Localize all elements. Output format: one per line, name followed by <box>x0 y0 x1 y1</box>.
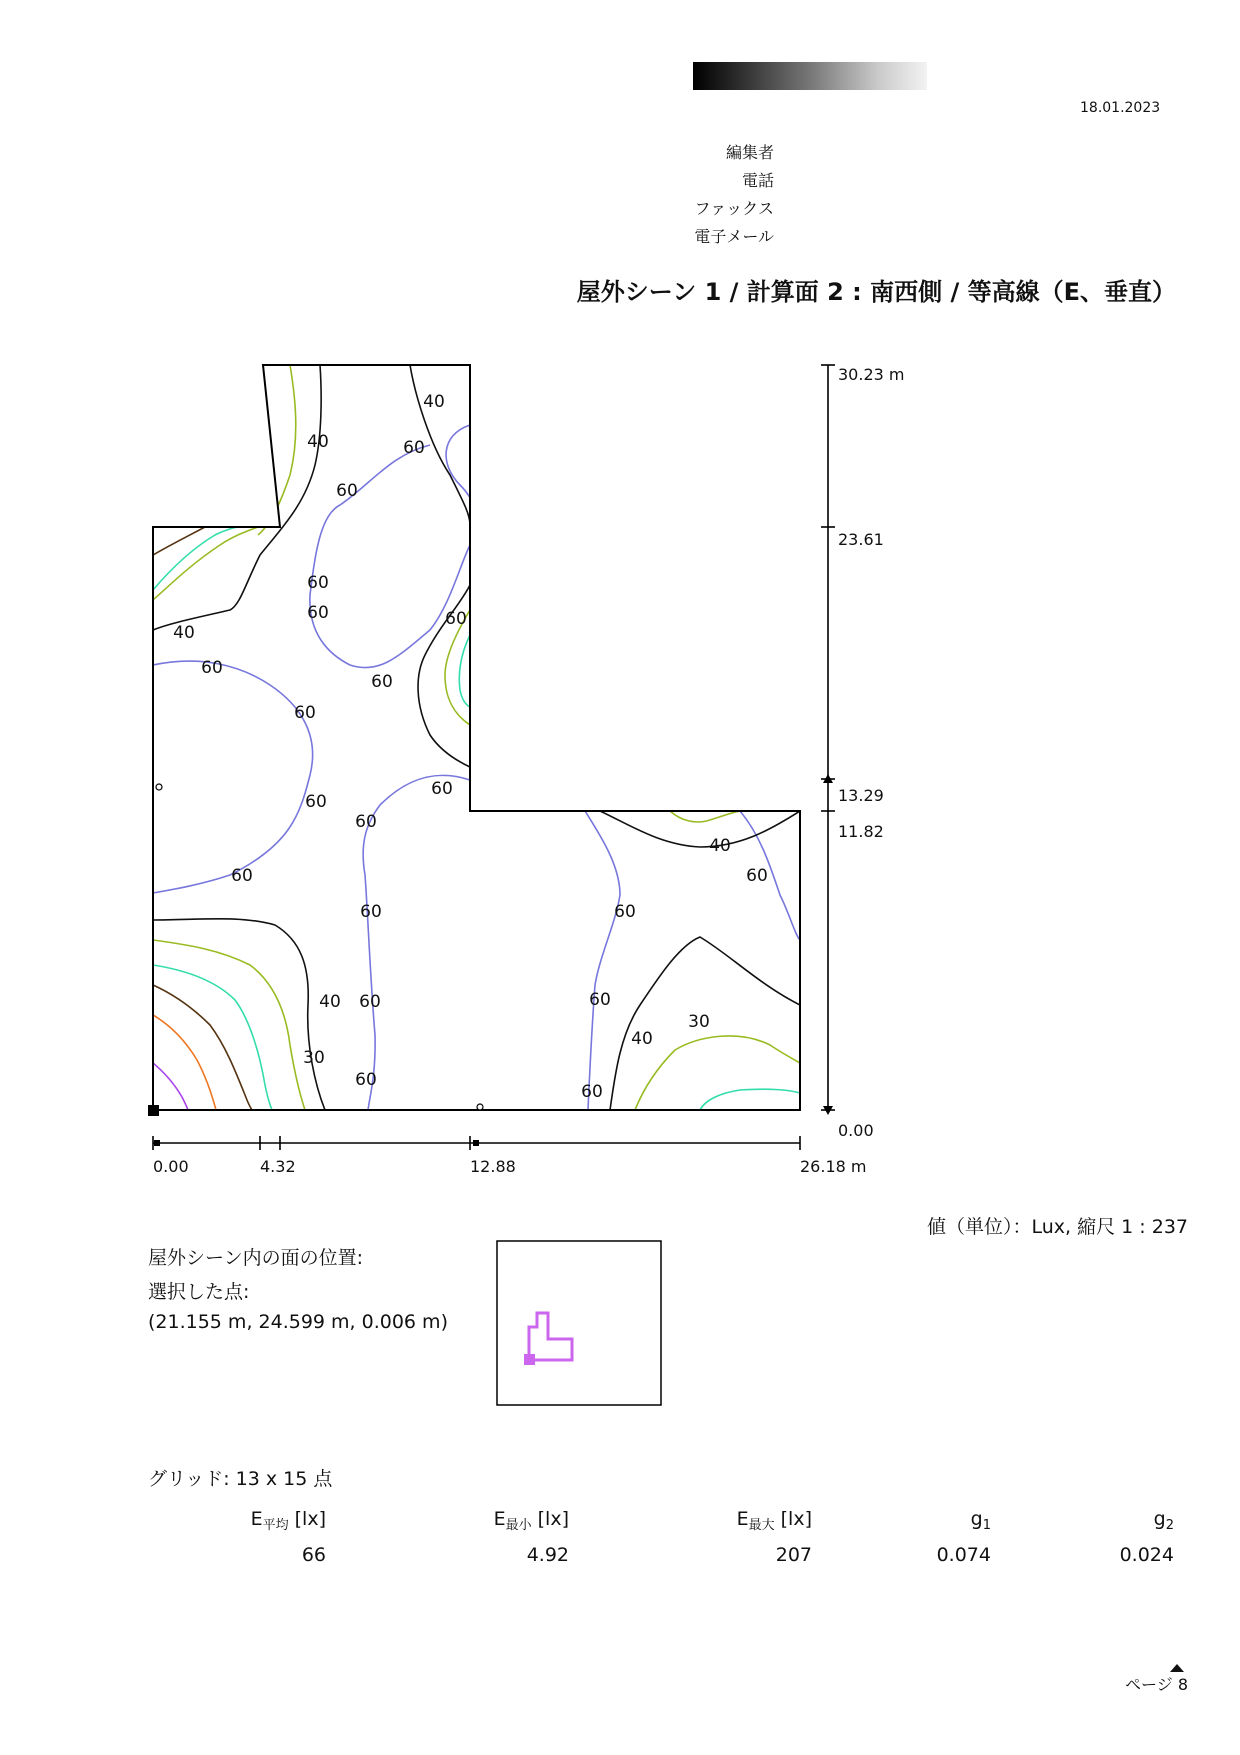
report-date: 18.01.2023 <box>1080 100 1161 116</box>
contour-60-e <box>585 811 620 1110</box>
page-up-icon <box>1170 1664 1184 1672</box>
contour-label: 60 <box>360 902 382 922</box>
contour-5-a <box>153 1015 216 1110</box>
selected-point-coords: (21.155 m, 24.599 m, 0.006 m) <box>148 1311 448 1333</box>
fax-label: ファックス <box>694 199 774 218</box>
surface-origin-marker <box>524 1354 535 1365</box>
contour-label: 60 <box>307 573 329 593</box>
contour-label: 60 <box>746 866 768 886</box>
contour-20-d <box>153 527 240 590</box>
contour-20-b <box>153 965 272 1110</box>
contour-label: 60 <box>614 902 636 922</box>
contour-label: 60 <box>589 990 611 1010</box>
contour-20-c <box>700 1089 800 1110</box>
stat-header-g1: $g_1$ <box>970 1508 991 1533</box>
contours-5 <box>153 1015 216 1110</box>
contour-label: 40 <box>173 623 195 643</box>
x-axis-label: 0.00 <box>153 1157 189 1176</box>
contour-60-a <box>310 445 470 668</box>
y-axis-label: 23.61 <box>838 530 884 549</box>
contour-label: 30 <box>303 1048 325 1068</box>
contour-label: 60 <box>445 609 467 629</box>
contour-label: 60 <box>371 672 393 692</box>
grid-info: グリッド: 13 x 15 点 <box>148 1468 333 1490</box>
y-axis-label: 13.29 <box>838 786 884 805</box>
contour-3-a <box>153 1063 188 1110</box>
contour-30-d <box>635 1036 800 1110</box>
calculation-surface-outline <box>153 365 800 1110</box>
axis-arrow <box>154 1140 160 1146</box>
isoline-plan <box>140 355 940 1185</box>
contour-label: 60 <box>431 779 453 799</box>
contour-label: 30 <box>688 1012 710 1032</box>
phone-label: 電話 <box>741 171 774 190</box>
editor-label: 編集者 <box>725 143 774 162</box>
contour-label: 60 <box>403 438 425 458</box>
contour-label: 60 <box>294 703 316 723</box>
contour-label: 60 <box>231 866 253 886</box>
y-axis-labels <box>838 365 904 1140</box>
contour-label: 60 <box>355 812 377 832</box>
contour-label: 60 <box>336 481 358 501</box>
stat-header-emin: $E_{最小}$ [lx] <box>493 1508 569 1533</box>
contour-20-a <box>459 635 470 707</box>
contour-10-b <box>153 527 205 555</box>
contour-30-c <box>153 940 305 1110</box>
y-axis <box>821 365 835 1110</box>
point-marker <box>156 784 162 790</box>
x-axis-labels <box>153 1157 866 1176</box>
contour-label: 40 <box>423 392 445 412</box>
email-label: 電子メール <box>694 227 774 246</box>
header-gradient-bar <box>693 62 927 90</box>
contours-40 <box>153 365 800 1110</box>
contour-40-a <box>153 365 321 630</box>
contour-label: 60 <box>305 792 327 812</box>
stat-value-emin: 4.92 <box>526 1544 569 1566</box>
y-axis-label: 30.23 m <box>838 365 905 384</box>
stat-header-g2: $g_2$ <box>1153 1508 1174 1533</box>
contours-10 <box>153 527 252 1110</box>
contour-label: 40 <box>631 1029 653 1049</box>
contour-label: 60 <box>355 1070 377 1090</box>
axis-arrow <box>473 1140 479 1146</box>
x-axis-label: 4.32 <box>260 1157 296 1176</box>
contour-30-f <box>153 527 258 600</box>
contour-label: 60 <box>201 658 223 678</box>
stat-header-emax: $E_{最大}$ [lx] <box>736 1508 812 1533</box>
x-axis-label: 26.18 m <box>800 1157 867 1176</box>
x-axis-label: 12.88 <box>470 1157 516 1176</box>
location-thumbnail <box>496 1240 662 1406</box>
location-label: 屋外シーン内の面の位置: <box>148 1247 364 1269</box>
contours-3 <box>153 1063 188 1110</box>
contour-label: 60 <box>581 1082 603 1102</box>
contour-label: 40 <box>307 432 329 452</box>
contour-label: 60 <box>359 992 381 1012</box>
contour-30-e <box>670 811 740 822</box>
y-axis-label: 0.00 <box>838 1121 874 1140</box>
contour-30-a <box>258 365 296 535</box>
stat-value-g2: 0.024 <box>1119 1544 1174 1566</box>
contour-60-b <box>446 425 479 555</box>
contour-label: 60 <box>307 603 329 623</box>
stat-value-g1: 0.074 <box>936 1544 991 1566</box>
page-number: ページ 8 <box>1125 1675 1188 1694</box>
units-scale-line: 値（単位）：Lux, 縮尺 1 : 237 <box>927 1216 1188 1238</box>
contour-label: 40 <box>709 836 731 856</box>
y-axis-label: 11.82 <box>838 822 884 841</box>
contour-60-d <box>363 775 470 1110</box>
contour-60-c <box>153 661 313 893</box>
contour-40-e <box>600 811 800 847</box>
contours-30 <box>153 365 800 1110</box>
stat-value-eavg: 66 <box>301 1544 326 1566</box>
point-marker <box>477 1104 483 1110</box>
contour-label: 40 <box>319 992 341 1012</box>
stat-header-eavg: $E_{平均}$ [lx] <box>250 1508 326 1533</box>
origin-marker <box>148 1105 159 1116</box>
selected-point-label: 選択した点: <box>148 1281 250 1303</box>
page-title: 屋外シーン 1 / 計算面 2 : 南西側 / 等高線（E、垂直） <box>576 278 1176 306</box>
stat-value-emax: 207 <box>775 1544 812 1566</box>
